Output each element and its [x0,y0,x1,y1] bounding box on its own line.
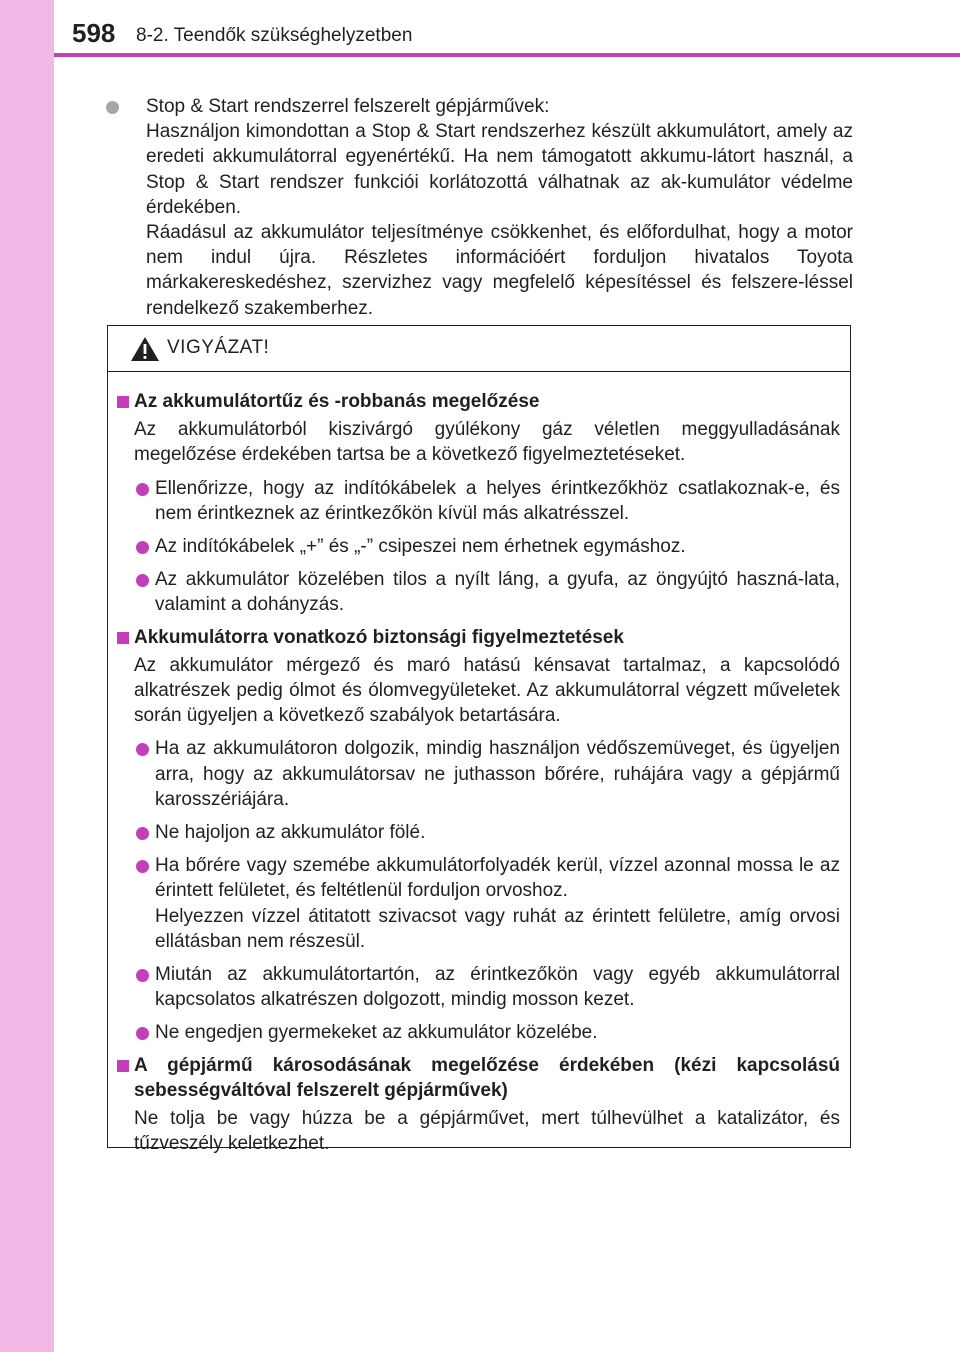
list-item [134,476,840,526]
bullet-dot-icon [136,541,149,554]
list-item-text: Miután az akkumulátortartón, az érintkezőkön vagy egyéb akkumulátorral kapcsolatos alkatrészen dolgozott, mindig mosson kezet. [155,964,840,1011]
bullet-dot-icon [136,743,149,756]
bullet-dot-icon [136,1027,149,1040]
section-heading [117,389,840,414]
bullet-dot-icon [136,860,149,873]
intro-paragraph-1: Használjon kimondottan a Stop & Start rendszerhez készült akkumulátort, amely az eredeti akkumulátorral egyenértékű. Ha nem támogatott akkumu-látort használ, a Stop & Start rendszer funkciói korlátozottá válhatnak az ak-kumulátor védelme érdekében. [146,121,853,218]
section-heading [117,625,840,650]
bullet-dot-icon [136,483,149,496]
section-heading-text: Akkumulátorra vonatkozó biztonsági figyelmeztetések [134,626,624,648]
warning-triangle-icon [130,336,160,362]
list-item-text: Ellenőrizze, hogy az indítókábelek a helyes érintkezőkhöz csatlakoznak-e, és nem érintkeznek az érintkezőkön kívül más alkatrésszel. [155,477,840,524]
caution-body [108,372,850,1156]
list-item-text: Az akkumulátor közelében tilos a nyílt láng, a gyufa, az öngyújtó haszná-lata, valamint a dohányzás. [155,569,840,616]
list-item-text: Helyezzen vízzel átitatott szivacsot vagy ruhát az érintett felületre, amíg orvosi ellátásban nem részesül. [155,905,840,952]
intro-lead: Stop & Start rendszerrel felszerelt gépjárművek: [146,96,550,117]
section-text: Az akkumulátorból kiszivárgó gyúlékony gáz véletlen meggyulladásának megelőzése érdekében tartsa be a következő figyelmeztetéseket. [134,419,840,466]
section-heading-text: Az akkumulátortűz és -robbanás megelőzése [134,391,540,412]
list-item-text: Ne engedjen gyermekeket az akkumulátor közelébe. [155,1022,598,1044]
caution-header [108,326,850,372]
list-item-text: Ha bőrére vagy szemébe akkumulátorfolyadék kerül, vízzel azonnal mossa le az érintett felületet, és feltétlenül forduljon orvoshoz. [155,855,840,902]
intro-block [125,94,853,321]
page-number: 598 [72,18,116,48]
square-bullet-icon [117,396,129,408]
header-rule [54,53,960,57]
list-item [134,534,840,559]
list-item-text: Az indítókábelek „+” és „-” csipeszei nem érhetnek egymáshoz. [155,536,686,558]
list-item-text: Ne hajoljon az akkumulátor fölé. [155,822,426,844]
section-heading-text: A gépjármű károsodásának megelőzése érdekében (kézi kapcsolású sebességváltóval felszerelt gépjárművek) [134,1054,840,1101]
list-item [134,962,840,1012]
section-heading [117,1053,840,1103]
bullet-dot-icon [136,827,149,840]
bullet-dot-icon [136,574,149,587]
section-text: Az akkumulátor mérgező és maró hatású kénsavat tartalmaz, a kapcsolódó alkatrészek pedig ólmot és ólomvegyületeket. Az akkumulátorral végzett műveletek során ügyeljen a következő szabályok betartására. [134,654,840,727]
list-item [134,567,840,617]
square-bullet-icon [117,632,129,644]
intro-paragraph-2: Ráadásul az akkumulátor teljesítménye csökkenhet, és előfordulhat, hogy a motor nem indul újra. Részletes információért forduljon hivatalos Toyota márkakereskedéshez, szervizhez vagy megfelelő képesítéssel és felszere-léssel rendelkező szakemberhez. [146,222,853,319]
side-color-strip [0,0,54,1352]
caution-title: VIGYÁZAT! [167,337,270,358]
list-item [134,853,840,954]
bullet-dot-icon [106,101,119,114]
section-title: 8-2. Teendők szükséghelyzetben [136,25,413,46]
bullet-dot-icon [136,969,149,982]
list-item [134,820,840,845]
list-item [134,736,840,812]
list-item [134,1020,840,1045]
section-text: Ne tolja be vagy húzza be a gépjárművet, mert túlhevülhet a katalizátor, és tűzveszély keletkezhet. [134,1108,840,1155]
caution-box [107,325,851,1155]
square-bullet-icon [117,1060,129,1072]
list-item-text: Ha az akkumulátoron dolgozik, mindig használjon védőszemüveget, és ügyeljen arra, hogy az akkumulátorsav ne juthasson bőrére, ruhájára vagy a gépjármű karosszériájára. [155,738,840,810]
